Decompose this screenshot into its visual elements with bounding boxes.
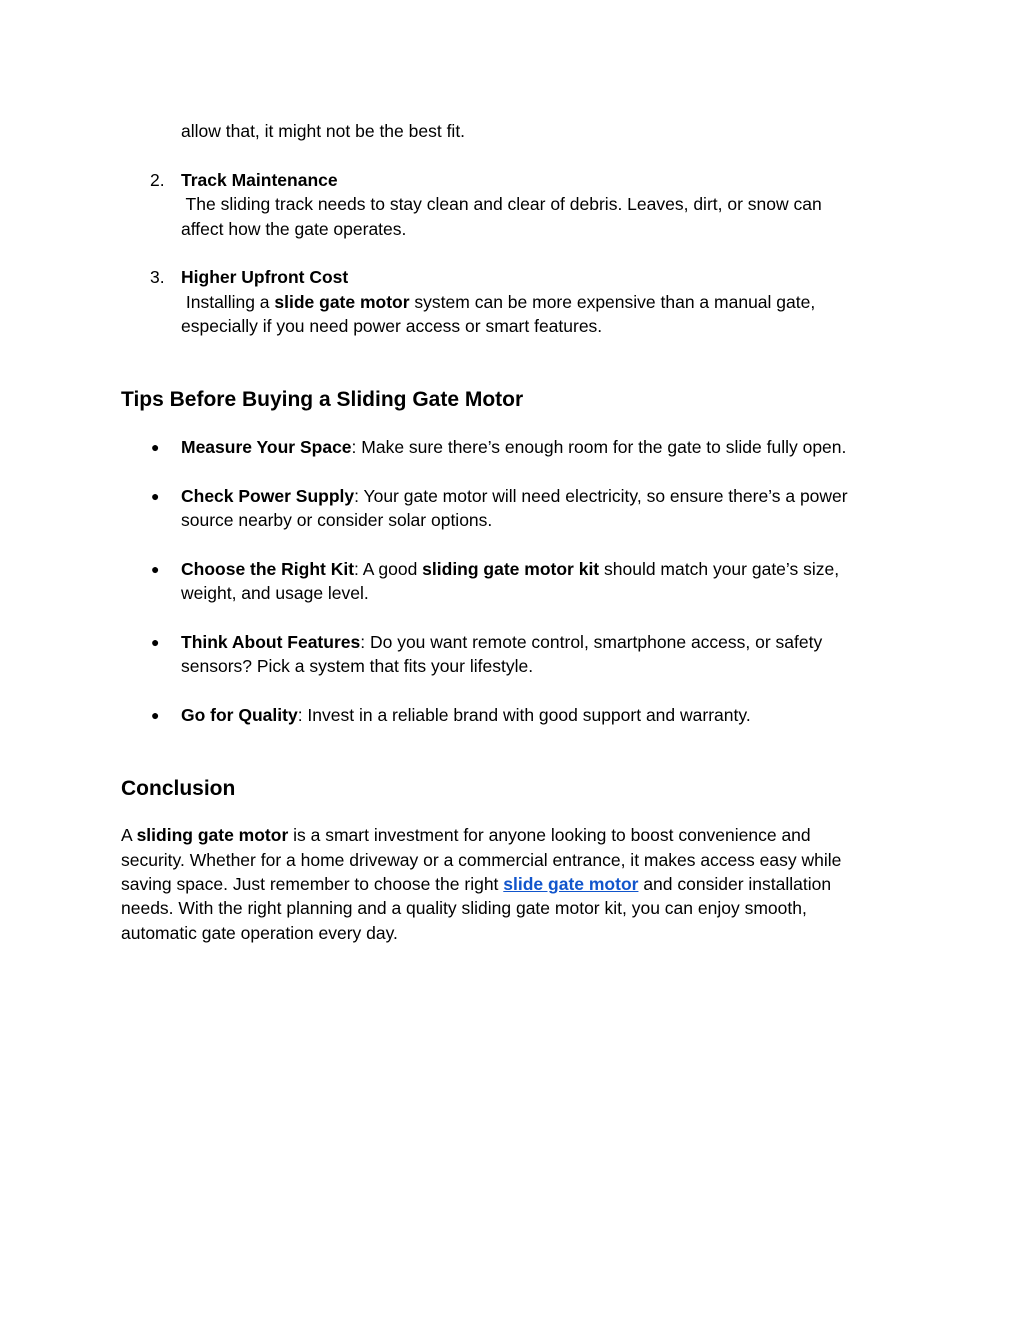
bold-segment: slide gate motor bbox=[274, 292, 410, 312]
tip-line2: weight, and usage level. bbox=[181, 583, 369, 603]
bold-segment: sliding gate motor bbox=[136, 825, 289, 845]
tip-bold: Check Power Supply bbox=[181, 486, 355, 506]
paragraph-line: needs. With the right planning and a quality sliding gate motor kit, you can enjoy smooth, bbox=[121, 898, 807, 918]
tip-text: : Make sure there’s enough room for the gate to slide fully open. bbox=[351, 437, 847, 457]
item-title-line bbox=[181, 168, 338, 192]
conclusion-heading: Conclusion bbox=[121, 777, 236, 800]
paragraph-line bbox=[121, 872, 831, 896]
tip-text: : Do you want remote control, smartphone access, or safety bbox=[360, 632, 823, 652]
tip-line1 bbox=[181, 703, 751, 727]
text-segment: Installing a bbox=[181, 292, 275, 312]
bullet-icon: ● bbox=[151, 439, 160, 455]
tip-bold: Choose the Right Kit bbox=[181, 559, 355, 579]
tip-line1 bbox=[181, 484, 848, 508]
bullet-icon: ● bbox=[151, 561, 160, 577]
item-body-line1: The sliding track needs to stay clean and clear of debris. Leaves, dirt, or snow can bbox=[181, 194, 822, 214]
text-segment: saving space. Just remember to choose the right bbox=[121, 874, 504, 894]
text-segment: and consider installation bbox=[638, 874, 832, 894]
text-segment: is a smart investment for anyone looking to boost convenience and bbox=[288, 825, 811, 845]
item-body-line2: affect how the gate operates. bbox=[181, 219, 407, 239]
item-body-line2: especially if you need power access or smart features. bbox=[181, 316, 603, 336]
tip-line1 bbox=[181, 630, 822, 654]
continuation-text: allow that, it might not be the best fit. bbox=[181, 121, 466, 141]
item-title: Higher Upfront Cost bbox=[181, 267, 349, 287]
slide-gate-motor-link[interactable]: slide gate motor bbox=[503, 874, 639, 894]
bullet-icon: ● bbox=[151, 488, 160, 504]
text-segment: A bbox=[121, 825, 137, 845]
bullet-icon: ● bbox=[151, 634, 160, 650]
item-number: 2. bbox=[150, 170, 165, 190]
text-segment: system can be more expensive than a manual gate, bbox=[409, 292, 816, 312]
item-body-line1 bbox=[181, 290, 815, 314]
tip-text: : Invest in a reliable brand with good support and warranty. bbox=[297, 705, 751, 725]
paragraph-line bbox=[121, 823, 811, 847]
paragraph-line: automatic gate operation every day. bbox=[121, 923, 398, 943]
tip-bold: Think About Features bbox=[181, 632, 361, 652]
item-title: Track Maintenance bbox=[181, 170, 338, 190]
item-title-line bbox=[181, 265, 348, 289]
tip-bold: Go for Quality bbox=[181, 705, 298, 725]
bullet-icon: ● bbox=[151, 707, 160, 723]
tip-text: : A good bbox=[354, 559, 423, 579]
tip-line1 bbox=[181, 435, 846, 459]
paragraph-line: security. Whether for a home driveway or a commercial entrance, it makes access easy while bbox=[121, 850, 842, 870]
tip-line2: source nearby or consider solar options. bbox=[181, 510, 493, 530]
item-number: 3. bbox=[150, 267, 165, 287]
tip-text: should match your gate’s size, bbox=[599, 559, 840, 579]
tip-bold: Measure Your Space bbox=[181, 437, 352, 457]
tip-line2: sensors? Pick a system that fits your lifestyle. bbox=[181, 656, 534, 676]
tip-line1 bbox=[181, 557, 839, 581]
tips-heading: Tips Before Buying a Sliding Gate Motor bbox=[121, 388, 524, 411]
tip-bold-inline: sliding gate motor kit bbox=[422, 559, 600, 579]
tip-text: : Your gate motor will need electricity, so ensure there’s a power bbox=[354, 486, 848, 506]
